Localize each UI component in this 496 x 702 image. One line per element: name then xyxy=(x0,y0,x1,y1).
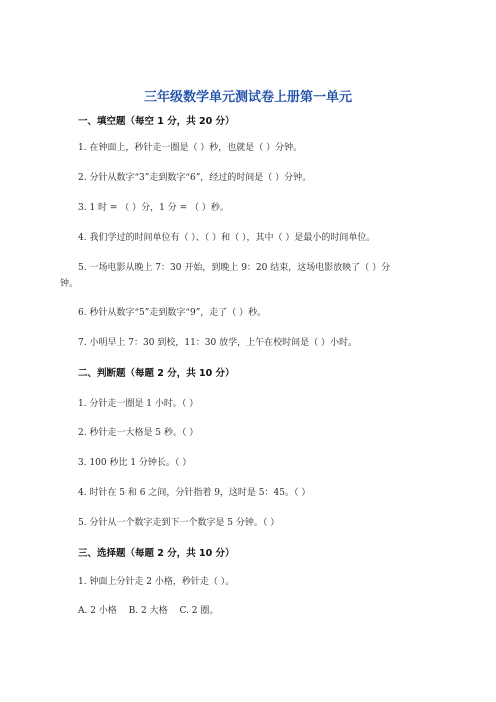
question-item: 6. 秒针从数字“5”走到数字“9”，走了（ ）秒。 xyxy=(78,308,267,318)
question-item: 5. 分针从一个数字走到下一个数字是 5 分钟。（ ） xyxy=(78,518,280,528)
question-item: 7. 小明早上 7：30 到校，11：30 放学，上午在校时间是（ ）小时。 xyxy=(78,338,357,348)
question-item-continuation: 钟。 xyxy=(60,279,79,289)
section-heading-fill-in: 一、填空题（每空 1 分，共 20 分） xyxy=(78,116,235,127)
question-item: 3. 100 秒比 1 分钟长。（ ） xyxy=(78,458,192,468)
question-item: 5. 一场电影从晚上 7：30 开始，到晚上 9：20 结束，这场电影放映了（ ）分 xyxy=(78,263,391,273)
section-heading-multiple-choice: 三、选择题（每题 2 分，共 10 分） xyxy=(78,548,235,559)
question-item: 4. 时针在 5 和 6 之间，分针指着 9，这时是 5：45。（ ） xyxy=(78,488,311,498)
question-item: 1. 分针走一圈是 1 小时。（ ） xyxy=(78,399,199,409)
question-item: 1. 钟面上分针走 2 小格，秒针走（ ）。 xyxy=(78,577,235,587)
page-title: 三年级数学单元测试卷上册第一单元 xyxy=(143,90,352,105)
question-item: 4. 我们学过的时间单位有（ ）、（ ）和（ ），其中（ ）是最小的时间单位。 xyxy=(78,233,376,243)
question-item: 1. 在钟面上，秒针走一圈是（ ）秒，也就是（ ）分钟。 xyxy=(78,143,303,153)
question-item: 2. 分针从数字“3”走到数字“6”，经过的时间是（ ）分钟。 xyxy=(78,173,312,183)
answer-options: A. 2 小格 B. 2 大格 C. 2 圈。 xyxy=(78,606,219,616)
section-heading-true-false: 二、判断题（每题 2 分，共 10 分） xyxy=(78,368,235,379)
question-item: 3. 1 时 = （ ）分，1 分 = （ ）秒。 xyxy=(78,203,229,213)
question-item: 2. 秒针走一大格是 5 秒。（ ） xyxy=(78,428,199,438)
